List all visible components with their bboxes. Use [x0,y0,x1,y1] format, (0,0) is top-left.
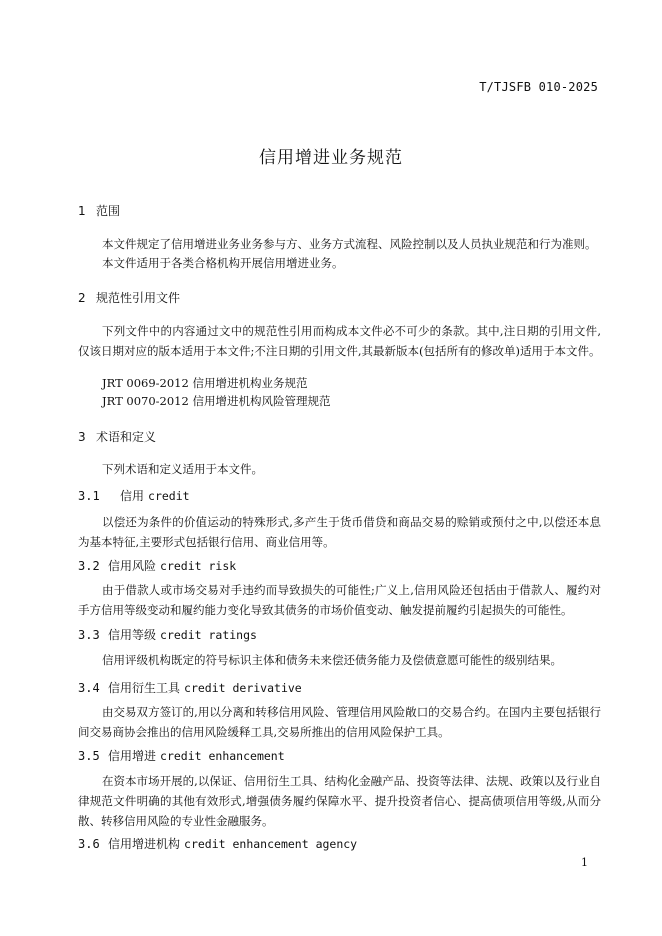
term-name: 信用增进机构 [108,837,181,851]
term-number: 3.5 [78,749,100,763]
term-english: credit [148,489,190,503]
term-heading [78,627,257,643]
section-number: 3 [78,430,86,444]
terms-intro-paragraph: 下列术语和定义适用于本文件。 [102,462,263,476]
term-name: 信用 [120,489,145,503]
term-english: credit derivative [184,681,302,695]
section-number: 2 [78,291,86,305]
term-english: credit enhancement agency [184,837,358,851]
term-name: 信用等级 [108,628,157,642]
term-heading [78,558,236,574]
term-heading [78,836,357,852]
reference-item: JRT 0070-2012 信用增进机构风险管理规范 [102,394,331,408]
section-2-heading [78,290,180,306]
term-definition: 在资本市场开展的,以保证、信用衍生工具、结构化金融产品、投资等法律、法规、政策以及行业自律规范文件明确的其他有效形式,增强债务履约保障水平、提升投资者信心、提高债项信用等级,从而分散、转移信用风险的专业性金融服务。 [78,774,601,828]
term-heading [78,488,190,504]
term-number: 3.4 [78,681,100,695]
term-definition: 由交易双方签订的,用以分离和转移信用风险、管理信用风险敞口的交易合约。在国内主要包括银行间交易商协会推出的信用风险缓释工具,交易所推出的信用风险保护工具。 [78,705,601,739]
section-number: 1 [78,204,86,218]
term-name: 信用风险 [108,559,157,573]
term-name: 信用增进 [108,749,157,763]
term-definition: 信用评级机构既定的符号标识主体和债务未来偿还债务能力及偿债意愿可能性的级别结果。 [102,653,562,667]
term-definition: 以偿还为条件的价值运动的特殊形式,多产生于货币借贷和商品交易的赊销或预付之中,以偿还本息为基本特征,主要形式包括银行信用、商业信用等。 [78,515,601,549]
scope-paragraph-1: 本文件规定了信用增进业务业务参与方、业务方式流程、风险控制以及人员执业规范和行为准则。 [102,237,597,251]
page-number: 1 [581,856,588,869]
term-english: credit risk [160,559,237,573]
term-english: credit ratings [160,628,257,642]
term-definition: 由于借款人或市场交易对手违约而导致损失的可能性;广义上,信用风险还包括由于借款人、履约对手方信用等级变动和履约能力变化导致其债务的市场价值变动、触发提前履约引起损失的可能性。 [78,583,601,617]
section-1-heading [78,203,120,219]
section-3-heading [78,429,156,445]
term-number: 3.3 [78,628,100,642]
reference-item: JRT 0069-2012 信用增进机构业务规范 [102,376,308,390]
section-title: 术语和定义 [96,430,157,444]
term-number: 3.6 [78,837,100,851]
scope-paragraph-2: 本文件适用于各类合格机构开展信用增进业务。 [102,256,344,270]
section-title: 规范性引用文件 [96,291,181,305]
term-heading [78,680,302,696]
normative-references-paragraph: 下列文件中的内容通过文中的规范性引用而构成本文件必不可少的条款。其中,注日期的引用文件,仅该日期对应的版本适用于本文件;不注日期的引用文件,其最新版本(包括所有的修改单)适用于本文件。 [78,324,601,358]
standard-code: T/TJSFB 010-2025 [479,80,598,94]
term-heading [78,748,285,764]
document-title: 信用增进业务规范 [259,148,403,168]
term-number: 3.1 [78,489,100,503]
section-title: 范围 [96,204,121,218]
term-english: credit enhancement [160,749,285,763]
term-name: 信用衍生工具 [108,681,181,695]
term-number: 3.2 [78,559,100,573]
